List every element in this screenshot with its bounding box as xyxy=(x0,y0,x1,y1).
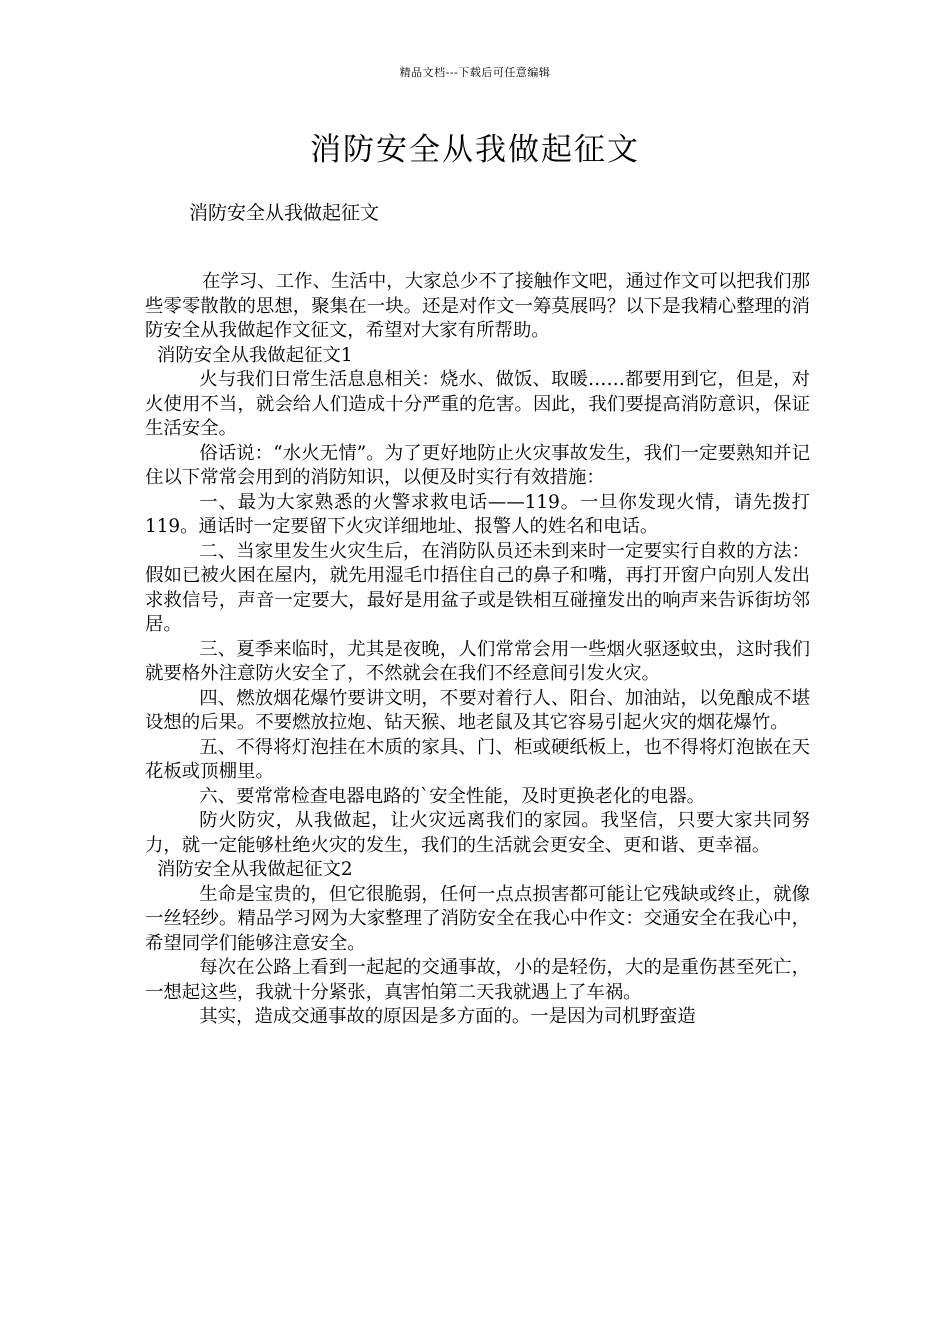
paragraph: 防火防灾，从我做起，让火灾远离我们的家园。我坚信，只要大家共同努力，就一定能够杜绝火灾的发生，我们的生活就会更安全、更和谐、更幸福。 xyxy=(145,810,810,856)
paragraph: 其实，造成交通事故的原因是多方面的。一是因为司机野蛮造 xyxy=(199,1006,696,1027)
section-heading-2: 消防安全从我做起征文2 xyxy=(156,859,353,880)
section-heading-1: 消防安全从我做起征文1 xyxy=(156,344,353,366)
paragraph: 二、当家里发生火灾生后，在消防队员还未到来时一定要实行自救的方法：假如已被火困在屋内，就先用湿毛巾捂住自己的鼻子和嘴，再打开窗户向别人发出求救信号，声音一定要大，最好是用盆子或是铁相互碰撞发出的响声来告诉街坊邻居。 xyxy=(145,540,810,635)
paragraph: 四、燃放烟花爆竹要讲文明，不要对着行人、阳台、加油站，以免酿成不堪设想的后果。不要燃放拉炮、钻天猴、地老鼠及其它容易引起火灾的烟花爆竹。 xyxy=(145,687,810,733)
document-title: 消防安全从我做起征文 xyxy=(310,132,640,168)
paragraph: 六、要常常检查电器电路的`安全性能，及时更换老化的电器。 xyxy=(199,785,706,807)
paragraph: 生命是宝贵的，但它很脆弱，任何一点点损害都可能让它残缺或终止，就像一丝轻纱。精品学习网为大家整理了消防安全在我心中作文：交通安全在我心中，希望同学们能够注意安全。 xyxy=(145,883,810,954)
paragraph: 每次在公路上看到一起起的交通事故，小的是轻伤，大的是重伤甚至死亡，一想起这些，我就十分紧张，真害怕第二天我就遇上了车祸。 xyxy=(145,957,810,1003)
paragraph: 火与我们日常生活息息相关：烧水、做饭、取暖……都要用到它，但是，对火使用不当，就会给人们造成十分严重的危害。因此，我们要提高消防意识，保证生活安全。 xyxy=(145,369,810,439)
paragraph: 一、最为大家熟悉的火警求救电话——119。一旦你发现火情，请先拨打119。通话时一定要留下火灾详细地址、报警人的姓名和电话。 xyxy=(145,491,810,537)
document-body xyxy=(145,270,810,1030)
paragraph-intro: 在学习、工作、生活中，大家总少不了接触作文吧，通过作文可以把我们那些零零散散的思想，聚集在一块。还是对作文一筹莫展吗？以下是我精心整理的消防安全从我做起作文征文，希望对大家有所帮助。 xyxy=(145,271,810,341)
document-subtitle: 消防安全从我做起征文 xyxy=(189,202,380,224)
paragraph: 三、夏季来临时，尤其是夜晚，人们常常会用一些烟火驱逐蚊虫，这时我们就要格外注意防火安全了，不然就会在我们不经意间引发火灾。 xyxy=(145,638,810,684)
paragraph: 俗话说：“水火无情”。为了更好地防止火灾事故发生，我们一定要熟知并记住以下常常会用到的消防知识，以便及时实行有效措施： xyxy=(145,442,810,488)
paragraph: 五、不得将灯泡挂在木质的家具、门、柜或硬纸板上，也不得将灯泡嵌在天花板或顶棚里。 xyxy=(145,736,810,782)
header-note: 精品文档---下载后可任意编辑 xyxy=(399,66,551,79)
